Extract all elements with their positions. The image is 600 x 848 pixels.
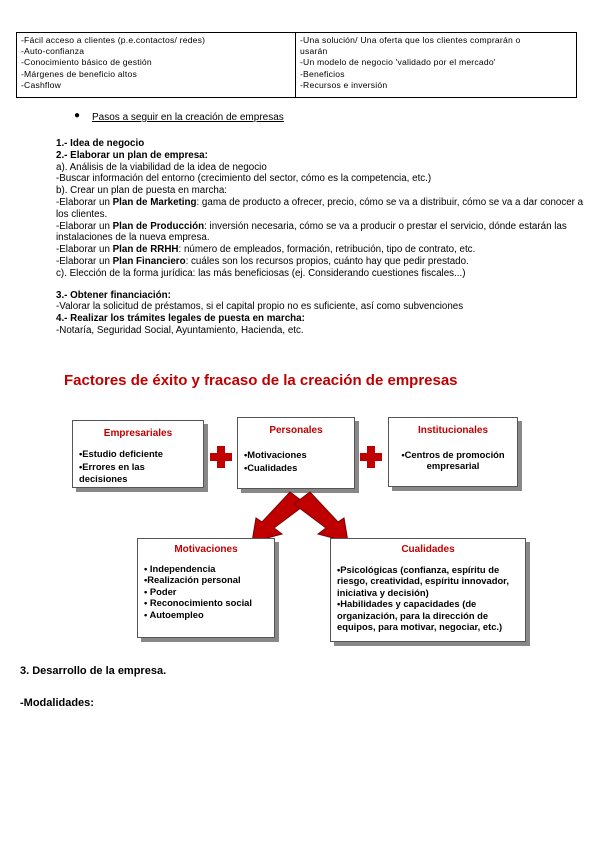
empresariales-box xyxy=(72,420,204,488)
table-left-column xyxy=(17,33,296,97)
factors-table xyxy=(16,32,577,98)
step-3-heading: 3.- Obtener financiación: xyxy=(56,289,171,301)
motivaciones-box xyxy=(137,538,275,638)
table-cell: -Auto-confianza xyxy=(21,46,85,57)
institucionales-title: Institucionales xyxy=(417,425,488,436)
list-item: •Habilidades y capacidades (de organización, para la dirección de equipos, para motivar, negociar, etc.) xyxy=(337,598,503,632)
step-2a-item: -Buscar información del entorno (crecimiento del sector, cómo es la competencia, etc.) xyxy=(56,173,432,185)
diagram-title: Factores de éxito y fracaso de la creación de empresas xyxy=(64,372,458,389)
cualidades-box xyxy=(330,538,526,642)
steps-heading-link[interactable]: Pasos a seguir en la creación de empresas xyxy=(92,112,284,123)
marketing-plan-item: -Elaborar un Plan de Marketing: gama de producto a ofrecer, precio, cómo se va a distribuir, cómo se va a dar conocer a los clientes. xyxy=(56,196,584,220)
list-item: •Errores en las decisiones xyxy=(79,461,145,484)
list-item: •Realización personal xyxy=(144,574,241,585)
list-item: •Centros de promoción empresarial xyxy=(401,448,505,471)
step-4-text: -Notaría, Seguridad Social, Ayuntamiento, Hacienda, etc. xyxy=(56,324,304,336)
step-3-text: -Valorar la solicitud de préstamos, si el capital propio no es suficiente, así como subvenciones xyxy=(56,301,464,313)
step-2c: c). Elección de la forma jurídica: las más beneficiosas (ej. Considerando cuestiones fiscales...) xyxy=(56,267,466,279)
step-2a: a). Análisis de la viabilidad de la idea de negocio xyxy=(56,161,267,173)
list-item: •Cualidades xyxy=(244,462,298,473)
list-item: •Motivaciones xyxy=(244,448,307,460)
list-item: • Reconocimiento social xyxy=(144,597,252,608)
table-cell: -Fácil acceso a clientes (p.e.contactos/ redes) xyxy=(21,35,206,45)
section-heading: 3. Desarrollo de la empresa. xyxy=(20,665,167,677)
plus-icon xyxy=(360,446,382,468)
motivaciones-title: Motivaciones xyxy=(174,544,238,555)
table-cell: -Beneficios xyxy=(300,68,345,79)
list-item: •Estudio deficiente xyxy=(79,447,164,459)
step-2b: b). Crear un plan de puesta en marcha: xyxy=(56,185,228,197)
production-plan-item: -Elaborar un Plan de Producción: inversión necesaria, cómo se va a producir o prestar el servicio, dónde estarán las instalaciones de la nueva empresa. xyxy=(56,220,567,244)
cualidades-title: Cualidades xyxy=(401,544,455,555)
empresariales-title: Empresariales xyxy=(103,428,173,439)
table-cell: -Recursos e inversión xyxy=(300,79,388,90)
hr-plan-item: -Elaborar un Plan de RRHH: número de empleados, formación, retribución, tipo de contrato, etc. xyxy=(56,244,476,256)
personales-box xyxy=(237,417,355,489)
list-item: •Psicológicas (confianza, espíritu de riesgo, creatividad, espíritu innovador, iniciativa y decisión) xyxy=(337,563,509,598)
steps-block xyxy=(56,138,586,337)
table-cell: -Márgenes de beneficio altos xyxy=(21,68,137,79)
arrow-right-icon xyxy=(294,492,348,542)
section-subheading: -Modalidades: xyxy=(20,697,94,709)
arrow-left-icon xyxy=(252,492,306,542)
list-item: • Autoempleo xyxy=(144,608,204,620)
step-1-heading: 1.- Idea de negocio xyxy=(56,138,145,149)
financial-plan-item: -Elaborar un Plan Financiero: cuáles son los recursos propios, cuánto hay que pedir prestado. xyxy=(56,255,469,267)
table-cell: -Conocimiento básico de gestión xyxy=(21,57,152,68)
arrows-graphic xyxy=(240,490,360,544)
table-cell: -Cashflow xyxy=(21,79,62,90)
plus-icon xyxy=(210,446,232,468)
institucionales-box xyxy=(388,417,518,487)
bullet-dot-icon: ● xyxy=(74,110,81,121)
step-4-heading: 4.- Realizar los trámites legales de puesta en marcha: xyxy=(56,313,305,325)
list-item: • Independencia xyxy=(144,562,216,574)
table-right-column xyxy=(296,33,576,97)
personales-title: Personales xyxy=(269,425,323,436)
table-cell: -Un modelo de negocio 'validado por el mercado' xyxy=(300,57,496,68)
list-item: • Poder xyxy=(144,585,177,597)
table-cell: -Una solución/ Una oferta que los clientes comprarán o usarán xyxy=(300,35,521,57)
step-2-heading: 2.- Elaborar un plan de empresa: xyxy=(56,149,208,161)
